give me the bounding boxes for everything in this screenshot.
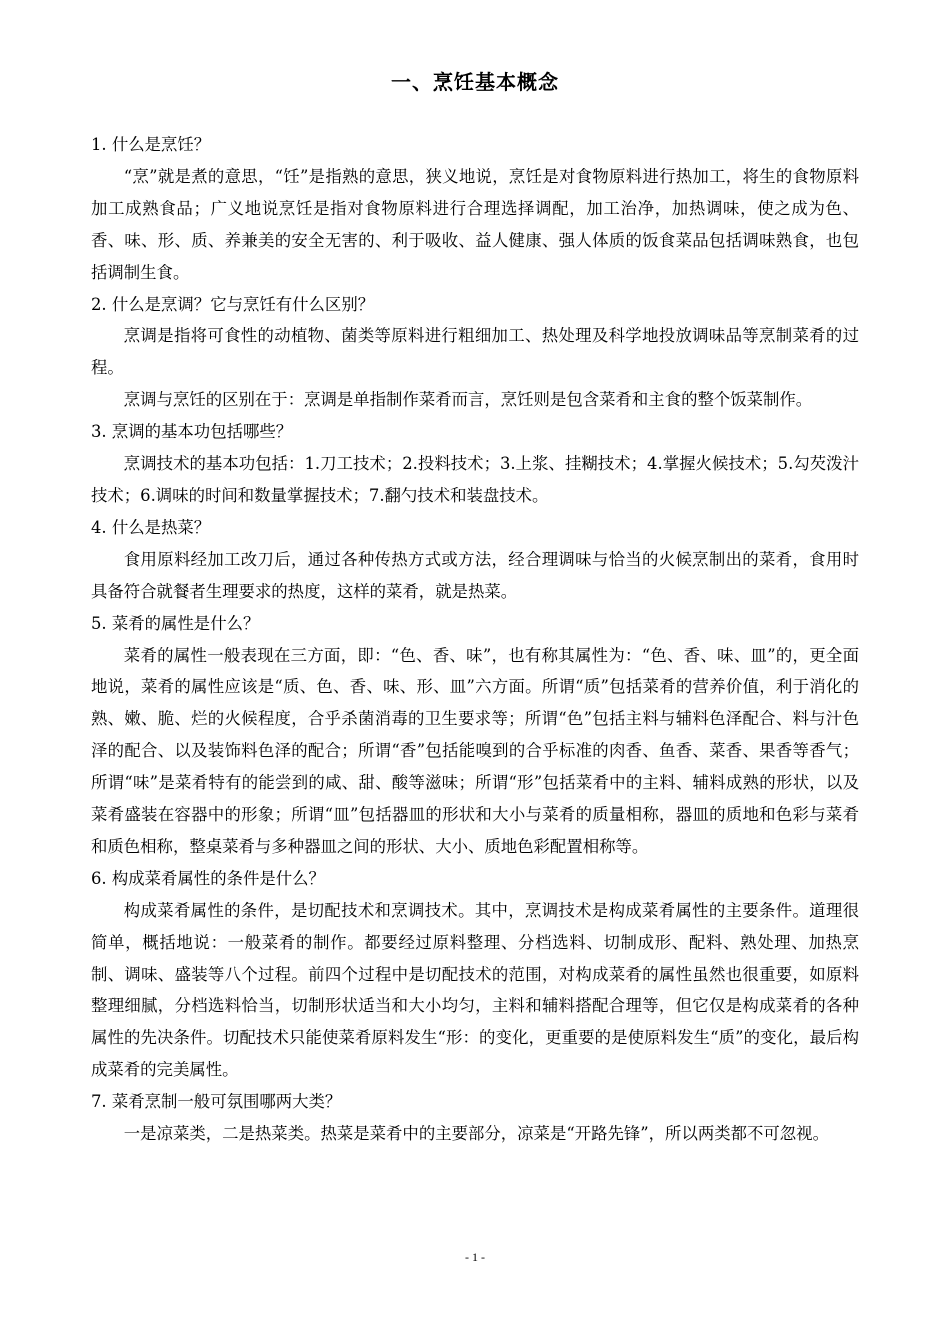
- answer-paragraph: 菜肴的属性一般表现在三方面，即：“色、香、味”，也有称其属性为：“色、香、味、皿”的，更全面地说，菜肴的属性应该是“质、色、香、味、形、皿”六方面。所谓“质”包括菜肴的营养价值，利于消化的熟、嫩、脆、烂的火候程度，合乎杀菌消毒的卫生要求等；所谓“色”包括主料与辅料色泽配合、料与汁色泽的配合、以及装饰料色泽的配合；所谓“香”包括能嗅到的合乎标准的肉香、鱼香、菜香、果香等香气；所谓“味”是菜肴特有的能尝到的咸、甜、酸等滋味；所谓“形”包括菜肴中的主料、辅料成熟的形状，以及菜肴盛装在容器中的形象；所谓“皿”包括器皿的形状和大小与菜肴的质量相称，器皿的质地和色彩与菜肴和质色相称，整桌菜肴与多种器皿之间的形状、大小、质地色彩配置相称等。: [91, 645, 859, 856]
- section-4: [91, 512, 859, 608]
- page-title: 一、烹饪基本概念: [391, 70, 559, 94]
- question-heading: 1. 什么是烹饪？: [91, 135, 211, 154]
- section-6: [91, 863, 859, 1086]
- answer-paragraph: 烹调与烹饪的区别在于：烹调是单指制作菜肴而言，烹饪则是包含菜肴和主食的整个饭菜制作。: [123, 390, 813, 410]
- section-7: [91, 1086, 859, 1150]
- section-1: [91, 129, 859, 289]
- answer-paragraph: 食用原料经加工改刀后，通过各种传热方式或方法，经合理调味与恰当的火候烹制出的菜肴，食用时具备符合就餐者生理要求的热度，这样的菜肴，就是热菜。: [91, 549, 859, 601]
- answer-paragraph: “烹”就是煮的意思，“饪”是指熟的意思，狭义地说，烹饪是对食物原料进行热加工，将生的食物原料加工成熟食品；广义地说烹饪是指对食物原料进行合理选择调配，加工治净，加热调味，使之成为色、香、味、形、质、养兼美的安全无害的、利于吸收、益人健康、强人体质的饭食菜品包括调味熟食，也包括调制生食。: [91, 166, 859, 282]
- question-heading: 3. 烹调的基本功包括哪些？: [91, 422, 293, 442]
- question-heading: 2. 什么是烹调？它与烹饪有什么区别？: [91, 294, 375, 314]
- answer-paragraph: 构成菜肴属性的条件，是切配技术和烹调技术。其中，烹调技术是构成菜肴属性的主要条件。道理很简单，概括地说：一般菜肴的制作。都要经过原料整理、分档选料、切制成形、配料、熟处理、加热烹制、调味、盛装等八个过程。前四个过程中是切配技术的范围，对构成菜肴的属性虽然也很重要，如原料整理细腻，分档选料恰当，切制形状适当和大小均匀，主料和辅料搭配合理等，但它仅是构成菜肴的各种属性的先决条件。切配技术只能使菜肴原料发生“形：的变化，更重要的是使原料发生“质”的变化，最后构成菜肴的完美属性。: [91, 900, 859, 1080]
- document-body: [91, 129, 859, 1150]
- question-heading: 6. 构成菜肴属性的条件是什么？: [91, 868, 325, 888]
- page-number: - 1 -: [465, 1250, 485, 1264]
- question-heading: 5. 菜肴的属性是什么？: [91, 613, 260, 633]
- answer-paragraph: 烹调是指将可食性的动植物、菌类等原料进行粗细加工、热处理及科学地投放调味品等烹制菜肴的过程。: [91, 326, 859, 378]
- answer-paragraph: 一是凉菜类，二是热菜类。热菜是菜肴中的主要部分，凉菜是“开路先锋”，所以两类都不可忽视。: [123, 1124, 829, 1144]
- section-3: [91, 416, 859, 512]
- question-heading: 7. 菜肴烹制一般可氛围哪两大类？: [91, 1092, 342, 1112]
- answer-paragraph: 烹调技术的基本功包括：1.刀工技术；2.投料技术；3.上浆、挂糊技术；4.掌握火候技术；5.勾芡泼汁技术；6.调味的时间和数量掌握技术；7.翻勺技术和装盘技术。: [91, 454, 859, 505]
- section-2: [91, 289, 859, 417]
- question-heading: 4. 什么是热菜？: [91, 517, 211, 537]
- section-5: [91, 608, 859, 863]
